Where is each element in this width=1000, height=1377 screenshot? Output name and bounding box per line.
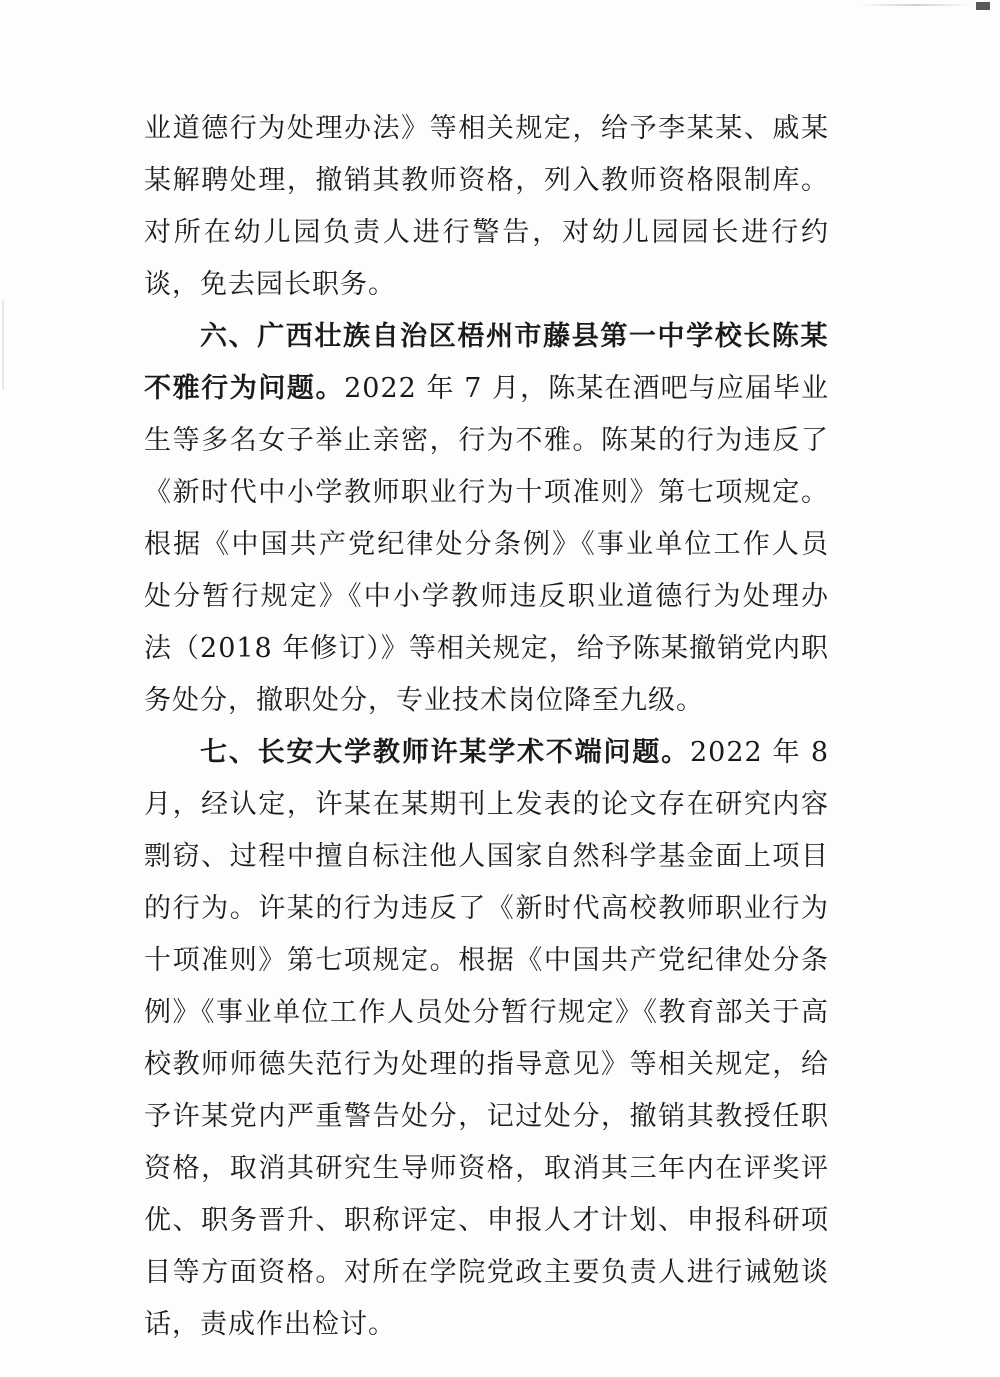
scan-artifact-left bbox=[2, 300, 4, 390]
case-heading: 六、广西壮族自治区梧州市藤县第一中学校长陈某不雅行为问题。 bbox=[144, 321, 829, 404]
scan-artifact-top bbox=[860, 4, 970, 6]
paragraph-case-seven bbox=[144, 727, 829, 1351]
scan-artifact-corner bbox=[976, 2, 990, 10]
paragraph-continuation bbox=[144, 103, 829, 311]
paragraph-text: 业道德行为处理办法》等相关规定，给予李某某、戚某某解聘处理，撤销其教师资格，列入教师资格限制库。对所在幼儿园负责人进行警告，对幼儿园园长进行约谈，免去园长职务。 bbox=[144, 113, 829, 300]
paragraph-case-six bbox=[144, 311, 829, 727]
document-body bbox=[144, 103, 829, 1351]
case-heading: 七、长安大学教师许某学术不端问题。 bbox=[200, 737, 690, 768]
paragraph-text: 2022 年 8 月，经认定，许某在某期刊上发表的论文存在研究内容剽窃、过程中擅自标注他人国家自然科学基金面上项目的行为。许某的行为违反了《新时代高校教师职业行为十项准则》第七项规定。根据《中国共产党纪律处分条例》《事业单位工作人员处分暂行规定》《教育部关于高校教师师德失范行为处理的指导意见》等相关规定，给予许某党内严重警告处分，记过处分，撤销其教授任职资格，取消其研究生导师资格，取消其三年内在评奖评优、职务晋升、职称评定、申报人才计划、申报科研项目等方面资格。对所在学院党政主要负责人进行诫勉谈话，责成作出检讨。 bbox=[144, 737, 830, 1340]
paragraph-text: 2022 年 7 月，陈某在酒吧与应届毕业生等多名女子举止亲密，行为不雅。陈某的行为违反了《新时代中小学教师职业行为十项准则》第七项规定。根据《中国共产党纪律处分条例》《事业单位工作人员处分暂行规定》《中小学教师违反职业道德行为处理办法（2018 年修订）》等相关规定，给予陈某撤销党内职务处分，撤职处分，专业技术岗位降至九级。 bbox=[144, 373, 829, 716]
